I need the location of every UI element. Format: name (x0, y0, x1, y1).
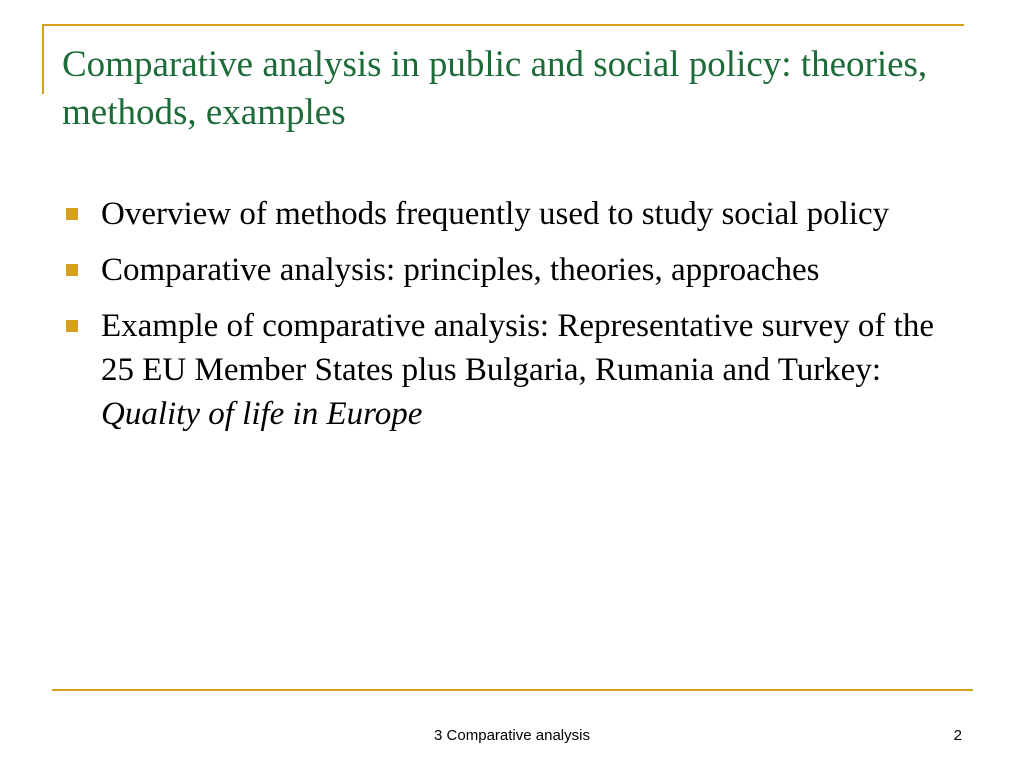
bullet-list (62, 192, 962, 448)
bullet-item-methods-overview (62, 192, 962, 236)
title-frame-top-rule (42, 24, 964, 26)
title-frame-left-rule (42, 24, 44, 94)
footer-section-label: 3 Comparative analysis (434, 727, 590, 744)
survey-title-emphasis: Quality of life in Europe (101, 396, 423, 432)
page-number: 2 (953, 727, 962, 744)
square-bullet-icon (66, 208, 78, 220)
bullet-item-survey-example (62, 304, 962, 436)
square-bullet-icon (66, 264, 78, 276)
square-bullet-icon (66, 320, 78, 332)
footer-rule (52, 689, 973, 691)
bullet-item-comparative-principles (62, 248, 962, 292)
bullet-text: Example of comparative analysis: Representative survey of the 25 EU Member States plus Bulgaria, Rumania and Turkey: (101, 308, 934, 388)
bullet-text: Overview of methods frequently used to study social policy (101, 196, 890, 232)
bullet-text: Comparative analysis: principles, theories, approaches (101, 252, 820, 288)
slide-title: Comparative analysis in public and social policy: theories, methods, examples (62, 44, 928, 133)
